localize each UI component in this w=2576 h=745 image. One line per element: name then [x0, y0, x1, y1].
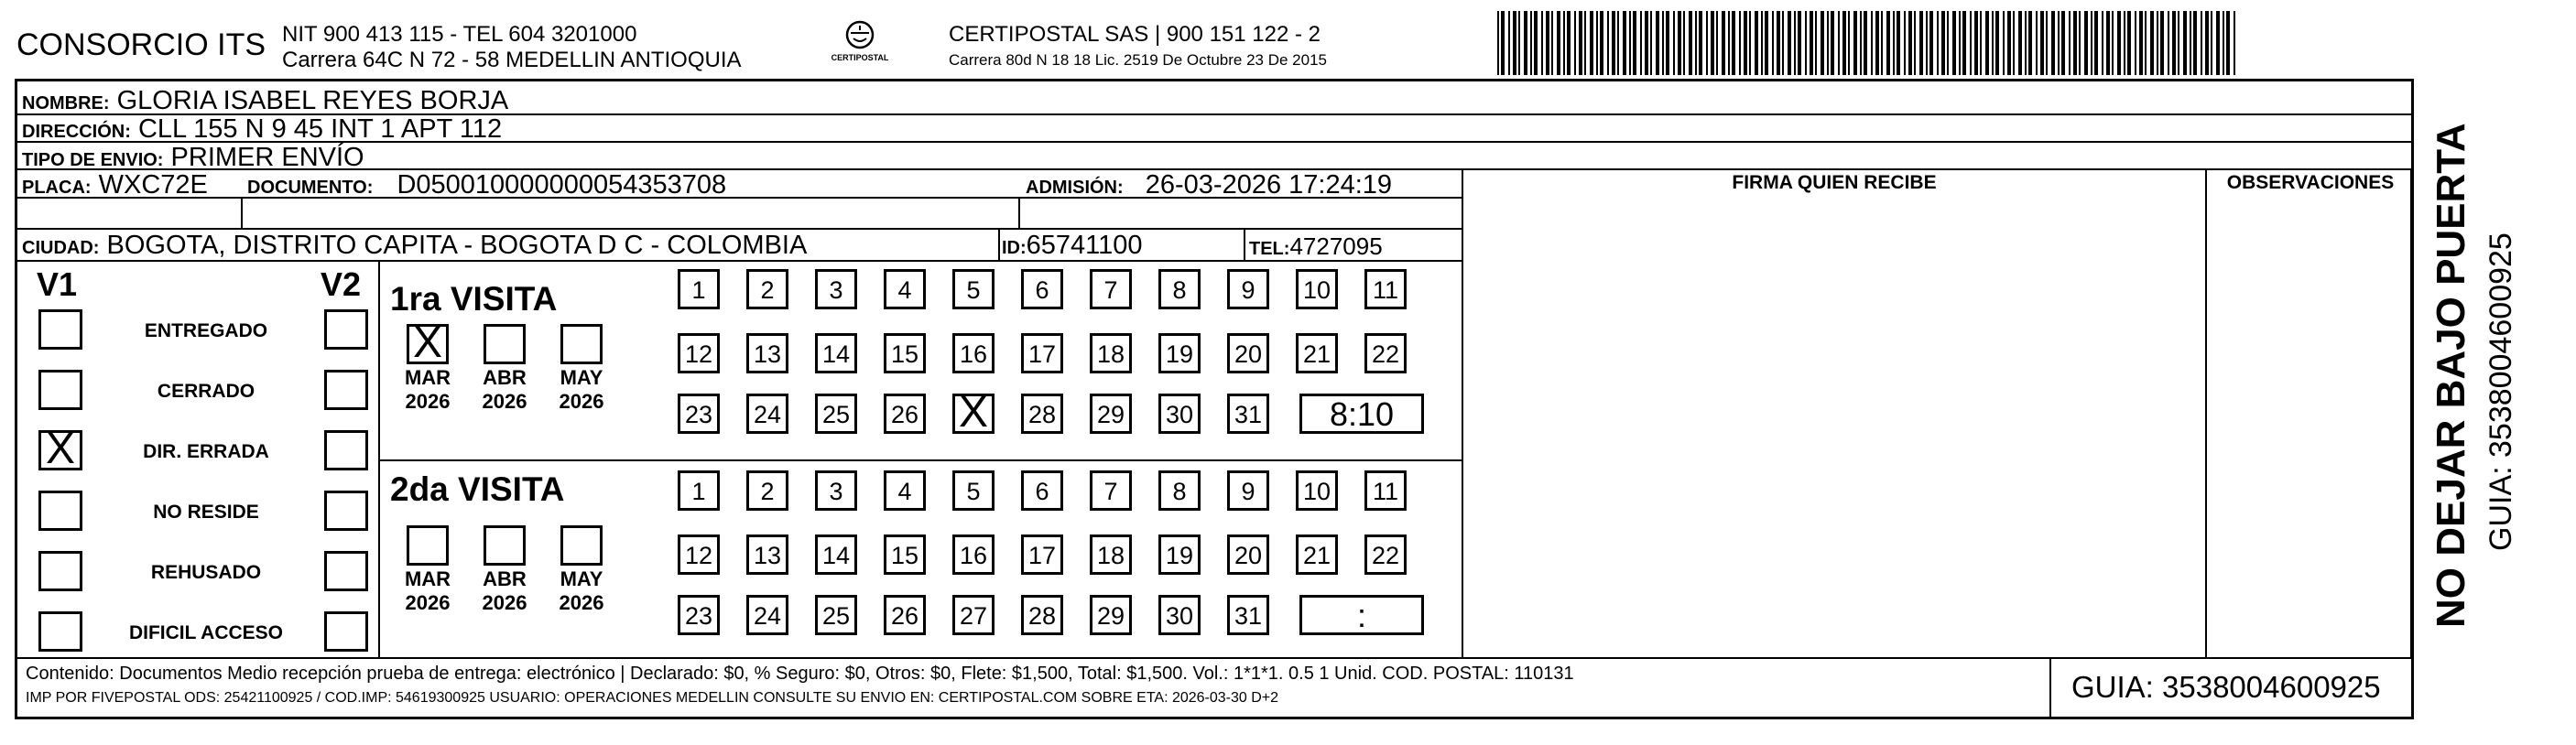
day-box[interactable]: 13 — [746, 333, 788, 373]
day-box[interactable]: 30 — [1158, 595, 1201, 635]
nombre-value: GLORIA ISABEL REYES BORJA — [116, 86, 509, 115]
ciudad-value: BOGOTA, DISTRITO CAPITA - BOGOTA D C - COLOMBIA — [106, 231, 808, 260]
day-box[interactable]: 19 — [1158, 534, 1201, 575]
day-box[interactable]: 21 — [1296, 534, 1338, 575]
certipostal-logo — [828, 18, 892, 70]
day-box[interactable]: 21 — [1296, 333, 1338, 373]
placa-label: PLACA: — [22, 178, 92, 198]
month-checkbox[interactable] — [407, 319, 449, 367]
v2-checkbox[interactable] — [324, 611, 368, 652]
id-cell — [1002, 231, 1143, 261]
v1-checkbox[interactable] — [38, 309, 82, 350]
day-box[interactable]: 25 — [815, 595, 857, 635]
day-box[interactable]: 28 — [1021, 595, 1063, 635]
day-box[interactable]: 14 — [815, 534, 857, 575]
barcode — [1497, 11, 2241, 75]
day-box[interactable]: 24 — [746, 394, 788, 434]
day-box[interactable]: 10 — [1296, 470, 1338, 511]
month-label: MAY 2026 — [559, 366, 604, 413]
day-box[interactable]: 19 — [1158, 333, 1201, 373]
tel-label: TEL: — [1249, 239, 1290, 259]
certipostal-info — [949, 22, 1327, 73]
month-label: MAY 2026 — [559, 567, 604, 614]
day-box[interactable]: 3 — [815, 470, 857, 511]
logo-text: CERTIPOSTAL — [831, 53, 889, 62]
direccion-row — [22, 114, 502, 145]
v2-checkbox[interactable] — [324, 430, 368, 470]
day-box[interactable]: 17 — [1021, 534, 1063, 575]
day-box[interactable]: 20 — [1227, 333, 1269, 373]
month-label: MAR 2026 — [404, 567, 451, 614]
company-info — [282, 22, 742, 73]
day-box[interactable]: 12 — [678, 333, 720, 373]
day-box[interactable]: 7 — [1090, 470, 1132, 511]
v1-checkbox[interactable] — [38, 491, 82, 531]
day-box[interactable]: 16 — [952, 534, 995, 575]
ciudad-cell — [22, 231, 807, 261]
day-box[interactable]: 9 — [1227, 470, 1269, 511]
v2-checkbox[interactable] — [324, 309, 368, 350]
id-value: 65741100 — [1026, 231, 1143, 260]
admision-value: 26-03-2026 17:24:19 — [1145, 170, 1393, 200]
signature-area[interactable] — [1463, 198, 2205, 655]
day-box[interactable]: 14 — [815, 333, 857, 373]
firma-title: FIRMA QUIEN RECIBE — [1732, 172, 1937, 193]
day-box[interactable]: 12 — [678, 534, 720, 575]
status-label: ENTREGADO — [144, 320, 268, 341]
day-box[interactable]: 4 — [884, 269, 926, 309]
day-box[interactable]: 22 — [1364, 534, 1407, 575]
day-box[interactable]: 11 — [1364, 269, 1407, 309]
day-box[interactable]: 20 — [1227, 534, 1269, 575]
month-label: ABR 2026 — [482, 366, 527, 413]
documento-label: DOCUMENTO: — [247, 178, 374, 198]
observaciones-title: OBSERVACIONES — [2226, 172, 2395, 193]
day-box[interactable]: 8 — [1158, 470, 1201, 511]
status-label: REHUSADO — [150, 562, 262, 583]
time-box[interactable]: : — [1299, 595, 1424, 635]
ciudad-label: CIUDAD: — [22, 238, 100, 258]
day-box[interactable]: 31 — [1227, 394, 1269, 434]
certipostal-license: Carrera 80d N 18 18 Lic. 2519 De Octubre 23 De 2015 — [949, 51, 1327, 69]
day-box[interactable]: 30 — [1158, 394, 1201, 434]
day-box[interactable]: 24 — [746, 595, 788, 635]
day-box[interactable]: 5 — [952, 269, 995, 309]
day-box[interactable]: 2 — [746, 269, 788, 309]
x-mark: X — [45, 425, 75, 473]
day-box[interactable]: 6 — [1021, 470, 1063, 511]
time-box[interactable]: 8:10 — [1299, 394, 1424, 434]
documento-value: D050010000000054353708 — [397, 170, 727, 200]
day-box[interactable]: 23 — [678, 394, 720, 434]
day-box[interactable]: 16 — [952, 333, 995, 373]
day-box[interactable] — [952, 388, 995, 437]
month-checkbox[interactable] — [560, 525, 603, 566]
tipo-envio-value: PRIMER ENVÍO — [170, 143, 364, 172]
v1-checkbox[interactable] — [38, 370, 82, 410]
status-label: NO RESIDE — [153, 502, 259, 523]
day-box[interactable]: 9 — [1227, 269, 1269, 309]
nombre-label: NOMBRE: — [22, 93, 110, 113]
observaciones-area[interactable] — [2207, 198, 2410, 655]
admision-label: ADMISIÓN: — [1026, 178, 1124, 198]
day-box[interactable]: 17 — [1021, 333, 1063, 373]
day-box[interactable]: 6 — [1021, 269, 1063, 309]
day-box[interactable]: 26 — [884, 595, 926, 635]
certipostal-nit: CERTIPOSTAL SAS | 900 151 122 - 2 — [949, 22, 1321, 47]
placa-cell — [22, 170, 208, 200]
company-name: CONSORCIO ITS — [16, 27, 266, 62]
day-box[interactable]: 26 — [884, 394, 926, 434]
v1-checkbox[interactable] — [38, 551, 82, 591]
footer-print-info: IMP POR FIVEPOSTAL ODS: 25421100925 / COD.IMP: 54619300925 USUARIO: OPERACIONES MEDELLIN CONSULTE SU ENVIO EN: CERTIPOSTAL.COM SOBRE ETA: 2026-03-30 D+2 — [26, 690, 1279, 706]
v2-checkbox[interactable] — [324, 551, 368, 591]
v1-checkbox[interactable] — [38, 425, 82, 473]
guia-number: GUIA: 3538004600925 — [2071, 670, 2381, 704]
day-box[interactable]: 4 — [884, 470, 926, 511]
day-box[interactable]: 29 — [1090, 595, 1132, 635]
status-label: DIR. ERRADA — [143, 441, 269, 462]
admision-cell — [1026, 170, 1392, 200]
day-box[interactable]: 5 — [952, 470, 995, 511]
day-box[interactable]: 7 — [1090, 269, 1132, 309]
v2-header: V2 — [321, 265, 362, 303]
day-box[interactable]: 15 — [884, 333, 926, 373]
day-box[interactable]: 28 — [1021, 394, 1063, 434]
day-box[interactable]: 2 — [746, 470, 788, 511]
day-box[interactable]: 27 — [952, 595, 995, 635]
day-box[interactable]: 10 — [1296, 269, 1338, 309]
day-box[interactable]: 3 — [815, 269, 857, 309]
day-box[interactable]: 13 — [746, 534, 788, 575]
day-box[interactable]: 8 — [1158, 269, 1201, 309]
day-box[interactable]: 23 — [678, 595, 720, 635]
v1-header: V1 — [37, 265, 78, 303]
no-dejar-bajo-puerta: NO DEJAR BAJO PUERTA — [2429, 123, 2473, 628]
month-label: MAR 2026 — [404, 366, 451, 413]
footer-content: Contenido: Documentos Medio recepción prueba de entrega: electrónico | Declarado: $0, % Seguro: $0, Otros: $0, Flete: $1,500, Total: $1,500. Vol.: 1*1*1. 0.5 1 Unid. COD. POSTAL: 110131 — [26, 664, 1574, 684]
x-mark: X — [412, 319, 442, 367]
side-guia: GUIA: 3538004600925 — [2484, 232, 2518, 551]
month-checkbox[interactable] — [484, 525, 526, 566]
x-mark: X — [958, 388, 988, 437]
day-box[interactable]: 18 — [1090, 333, 1132, 373]
tel-cell — [1249, 232, 1383, 261]
tipo-envio-row — [22, 143, 364, 173]
v1-checkbox[interactable] — [38, 611, 82, 652]
day-box[interactable]: 1 — [678, 470, 720, 511]
visit2-title: 2da VISITA — [390, 470, 565, 508]
day-box[interactable]: 11 — [1364, 470, 1407, 511]
month-label: ABR 2026 — [482, 567, 527, 614]
day-box[interactable]: 29 — [1090, 394, 1132, 434]
day-box[interactable]: 25 — [815, 394, 857, 434]
direccion-value: CLL 155 N 9 45 INT 1 APT 112 — [137, 114, 503, 144]
direccion-label: DIRECCIÓN: — [22, 122, 131, 142]
tel-value: 4727095 — [1289, 232, 1383, 260]
v2-checkbox[interactable] — [324, 491, 368, 531]
month-checkbox[interactable] — [407, 525, 449, 566]
id-label: ID: — [1002, 238, 1027, 258]
status-label: DIFICIL ACCESO — [128, 622, 283, 643]
month-checkbox[interactable] — [560, 324, 603, 364]
day-box[interactable]: 15 — [884, 534, 926, 575]
status-label: CERRADO — [157, 381, 255, 402]
visit1-title: 1ra VISITA — [390, 280, 558, 318]
company-address: Carrera 64C N 72 - 58 MEDELLIN ANTIOQUIA — [282, 48, 742, 72]
day-box[interactable]: 31 — [1227, 595, 1269, 635]
v2-checkbox[interactable] — [324, 370, 368, 410]
nombre-row — [22, 86, 508, 116]
placa-value: WXC72E — [98, 170, 208, 200]
tipo-envio-label: TIPO DE ENVIO: — [22, 150, 164, 170]
day-box[interactable]: 1 — [678, 269, 720, 309]
documento-cell — [247, 170, 726, 200]
month-checkbox[interactable] — [484, 324, 526, 364]
day-box[interactable]: 18 — [1090, 534, 1132, 575]
company-nit: NIT 900 413 115 - TEL 604 3201000 — [282, 22, 637, 47]
day-box[interactable]: 22 — [1364, 333, 1407, 373]
